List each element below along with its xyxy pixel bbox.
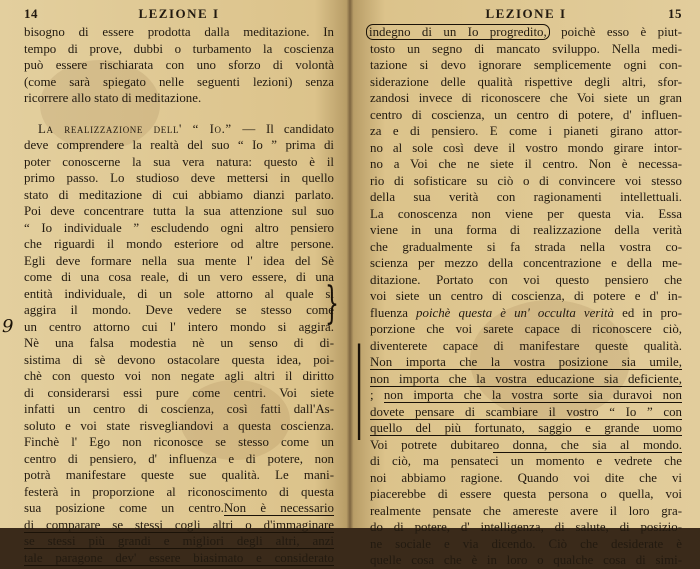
text-line [24,335,334,352]
line-text: poter conoscerne la sua vera natura: questo è il [24,154,334,169]
underlined-phrase: dovete pensare di scambiare il vostro “ Io ” con [370,404,682,419]
text-line [370,519,682,536]
right-page-header [370,6,682,24]
underlined-phrase: Non è necessario [223,501,334,515]
line-text: viene in una forma di realizzazione della verità [370,223,682,237]
text-line [24,187,334,204]
left-page [0,0,348,565]
line-text: poichè esso è piut- [549,25,682,39]
underlined-phrase: Non importa che la vostra posizione sia umile, [370,355,682,369]
left-page-header [24,6,334,24]
text-line [370,371,682,388]
line-text: quelle cosa che è in loro o qualche cosa di simi- [370,553,682,567]
line-text: entità individuale, di un sole attorno al quale si [24,286,334,301]
text-line [24,401,334,418]
line-text: tempo di prove, dubbi o turbamento la coscienza [24,41,334,56]
line-text: porzione che voi sarete capace di riconoscere ciò, [370,322,682,336]
line-text: “ Io individuale ” escludendo ogni altro pensiero [24,220,334,235]
text-line [370,453,682,470]
text-line [370,189,682,206]
boxed-phrase: indegno di un Io progredito, [366,24,550,40]
line-text: fluenza [370,305,417,320]
text-line [370,123,682,140]
text-line [370,239,682,256]
running-title: LEZIONE I [485,6,567,21]
text-line [24,24,334,41]
line-text: della sua verità con ragionamenti intellettuali. [370,190,682,204]
line-text: zandosi invece di riconoscere che Voi siete un gran [370,91,682,105]
margin-side-bar: | [354,330,365,443]
text-line [24,154,334,171]
text-line [24,517,334,534]
line-text: sistima di sè devono ostacolare questa idea, poi- [24,352,334,367]
text-line [370,107,682,124]
text-line [24,170,334,187]
line-text: un centro attorno cui l' intero mondo si aggira. [24,319,334,334]
text-line [370,552,682,569]
text-line [370,486,682,503]
line-text: può essere rischiarata con uno sforzo di volontà [24,58,334,72]
text-line [24,121,334,138]
text-line [370,272,682,289]
text-line [370,470,682,487]
underlined-phrase: tale paragone dev' essere biasimato e considerato [24,550,334,565]
text-line [24,319,334,336]
text-line [24,500,334,517]
text-line [24,286,334,303]
line-text: La conoscenza non viene per questa via. Essa [370,206,682,221]
line-text: come di una cosa reale, di un vero essere, di una [24,270,334,284]
underlined-phrase: o donna, che sia al mondo. [492,437,682,452]
line-text: (come sarà spiegato nelle seguenti lezioni) senza [24,74,334,89]
line-text: che gradualmente si fa strada nella vostra co- [370,239,682,254]
text-line [370,338,682,355]
line-text: Finchè l' Ego non riconosce se stesso come un [24,435,334,449]
text-line [24,57,334,74]
line-text: ; [370,388,384,402]
underlined-phrase: voi non [635,388,683,402]
text-line [370,437,682,454]
line-text: bisogno di essere prodotta dalla meditazione. In [24,25,334,39]
running-title: LEZIONE I [138,6,220,21]
text-line [370,255,682,272]
line-text: sua posizione come un centro. [24,501,224,515]
line-text: tosto un segno di mancato sviluppo. Nella medi- [370,41,682,56]
text-line [370,41,682,58]
text-line [24,533,334,550]
text-line [370,173,682,190]
line-text: ricorrere allo stato di meditazione. [24,91,202,105]
text-line [370,354,682,371]
text-line [24,137,334,154]
line-text: chè con questo voi non negate agli altri il diritto [24,369,334,383]
underlined-phrase: di comparare se stessi cogli altri o d'immaginare [24,517,334,532]
line-text: Poi deve concentrare tutta la sua attenzione sul suo [24,204,334,218]
text-line [370,156,682,173]
text-line [24,484,334,501]
line-text: aggira il mondo. Deve vedere se stesso come [24,303,334,317]
text-line [370,503,682,520]
underlined-phrase: non importa che la vostra educazione sia deficiente, [370,371,682,386]
line-text: noi abbiamo ragione. Quando voi dite che vi [370,470,682,485]
line-text: za e di pensiero. E come i pianeti girano attor- [370,124,682,138]
text-line [370,90,682,107]
text-line [24,203,334,220]
underlined-phrase: se stessi più grandi e migliori degli altri, anzi [24,534,334,548]
underlined-phrase: non importa che la vostra sorte sia dura [383,388,636,402]
margin-bracket-mark: } [325,278,339,329]
line-text: ed in pro- [614,305,682,320]
line-text: no al sole così deve il vostro mondo girare intor- [370,140,682,155]
text-line [24,434,334,451]
right-page [352,0,700,567]
line-text: di ciò, ma pensateci un momento e vedrete che [370,454,682,468]
line-text: tazione si devo ignorare semplicemente ogni con- [370,58,682,72]
text-line [370,387,682,404]
text-line [24,269,334,286]
text-line [24,451,334,468]
line-text: realmente pensate che amereste avere il loro gra- [370,503,682,518]
text-line [24,90,334,107]
text-line [370,222,682,239]
left-page-body [24,24,334,566]
right-page-body [370,24,682,569]
line-text: piacerebbe di essere questa persona o quella, voi [370,487,682,501]
line-text: ditazione. Portato con voi questo pensiero che [370,272,682,287]
text-line [370,288,682,305]
margin-handwritten-mark: 9 [2,316,14,337]
text-line [24,467,334,484]
line-text: Il candidato [255,121,334,136]
line-text: Voi potrete dubitare [370,437,493,452]
page-number: 14 [24,6,38,21]
text-line [24,352,334,369]
text-line [370,206,682,223]
page-number: 15 [668,6,682,21]
text-line [24,418,334,435]
text-line [24,236,334,253]
text-line [24,368,334,385]
underlined-phrase: quello del più fortunato, saggio e grande uomo [370,421,682,435]
line-text: di considerarsi essi pure come centri. Voi siete [24,385,334,400]
line-text: potrà manifestare queste sue qualità. Le mani- [24,468,334,482]
line-text: centro di coscienza, un centro di potere, d' influen- [370,107,682,122]
text-line [370,140,682,157]
line-text: rio di sofisticare su ciò o di convincere voi stesso [370,173,682,188]
line-text: diventerete capace di manifestare queste qualità. [370,338,682,353]
line-text: soluto e voi state risvegliandovi a questa coscienza. [24,418,334,433]
line-text: stato di meditazione di cui abbiamo dianzi parlato. [24,187,334,202]
text-line [370,321,682,338]
text-line [370,404,682,421]
line-text: deve comprendere la realtà del suo “ Io ” prima di [24,138,334,152]
line-text: scienza per mezzo della concentrazione e della me- [370,256,682,270]
line-text: centro di pensiero, d' influenza e di potere, non [24,451,334,466]
line-text: festerà in proporzione al riconoscimento di questa [24,484,334,499]
line-text: Nè una falsa modestia nè un senso di di- [24,336,334,350]
line-text: infatti un centro di coscienza, così fatti dall'As- [24,402,334,416]
text-line [370,57,682,74]
line-text: che riguardi il mondo esteriore od altre persone. [24,237,334,251]
line-text: ne sociale e via dicendo. Ciò che desiderate è [370,536,682,551]
text-line [24,74,334,91]
italic-phrase: poichè questa è un' occulta verità [416,305,614,320]
section-heading: La realizzazione dell' “ Io.” — [38,121,256,136]
text-line [370,305,682,322]
line-text: do di potere, d' intelligenza, di salute, di posizio- [370,520,682,534]
line-text: no a Voi che ne siete il centro. Non è necessa- [370,157,682,171]
text-line [370,24,682,41]
line-text: voi siete un centro di coscienza, di potere e d' in- [370,289,682,303]
text-line [370,74,682,91]
text-line [24,253,334,270]
line-text: siderazione delle qualità rispettive degli altri, sfor- [370,74,682,89]
paragraph-gap [24,107,334,121]
line-text: primo passo. Lo studioso deve mettersi in quello [24,171,334,185]
text-line [370,420,682,437]
text-line [24,220,334,237]
text-line [24,302,334,319]
text-line [24,41,334,58]
text-line [370,536,682,553]
text-line [24,550,334,567]
text-line [24,385,334,402]
line-text: Egli deve formare nella sua mente l' idea del Sè [24,253,334,268]
